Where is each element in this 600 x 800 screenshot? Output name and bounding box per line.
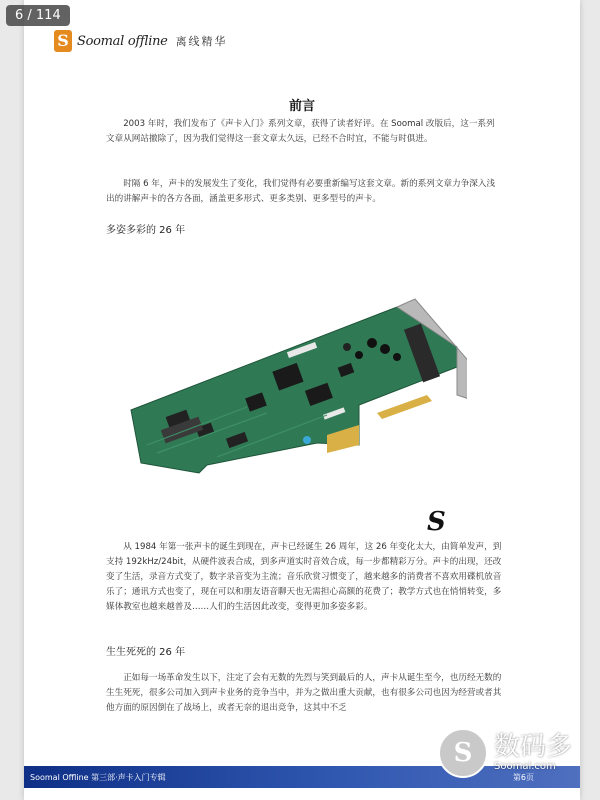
intro-paragraph-2: 时隔 6 年，声卡的发展发生了变化，我们觉得有必要重新编写这套文章。新的系列文章力争深入浅出的讲解声卡的各方各面，涵盖更多形式、更多类别、更多型号的声卡。	[106, 179, 496, 204]
watermark-cn: 数码多	[494, 732, 573, 762]
section-heading-2: 生生死死的 26 年	[106, 647, 186, 658]
soomal-watermark	[438, 728, 572, 778]
page-counter: 6 / 114	[6, 5, 70, 26]
footer-page-number: 第6页	[512, 773, 534, 782]
footer-title: Soomal Offline 第三部·声卡入门专辑	[30, 772, 166, 782]
logo-text: Soomal offline	[77, 33, 168, 49]
body-paragraph-2: 正如每一场革命发生以下，注定了会有无数的先烈与笑到最后的人，声卡从诞生至今，也历经无数的生生死死，很多公司加入到声卡业务的竞争当中，并为之做出重大贡献，也有很多公司也因为经营或者其他方面的原因倒在了战场上，或者无奈的退出竞争，这其中不乏	[106, 673, 502, 713]
intro-paragraph-1: 2003 年时，我们发布了《声卡入门》系列文章，获得了读者好评。在 Soomal 改版后，这一系列文章从网站撤除了，因为我们觉得这一套文章太久远，已经不合时宜，不能与时俱进。	[106, 119, 495, 144]
photo-s-mark: S	[427, 507, 446, 537]
page-title: 前言	[288, 99, 315, 114]
soomal-logo	[54, 30, 228, 52]
logo-s-icon: S	[54, 30, 72, 52]
sound-card-photo	[127, 295, 467, 475]
watermark-en: Soomal.com	[494, 761, 556, 772]
watermark-s-icon: S	[438, 728, 488, 778]
logo-subtitle: 离线精华	[175, 35, 228, 48]
section-heading-1: 多姿多彩的 26 年	[106, 225, 186, 236]
body-paragraph-1: 从 1984 年第一张声卡的诞生到现在，声卡已经诞生 26 周年，这 26 年变化太大，由简单发声，到支持 192kHz/24bit，从硬件波表合成，到多声道实时音效合成，每一步都精彩万分。声卡的出现，还改变了生活，录音方式变了，数字录音变为主流；音乐欣赏习惯变了，越来越多的消费者不喜欢用碟机放音乐了；通讯方式也变了，现在可以和朋友语音聊天也无需担心高额的花费了；教学方式也在悄悄转变，多媒体教室也越来越普及……人们的生活因此改变，变得更加多姿多彩。	[106, 542, 502, 612]
document-page	[24, 0, 580, 800]
